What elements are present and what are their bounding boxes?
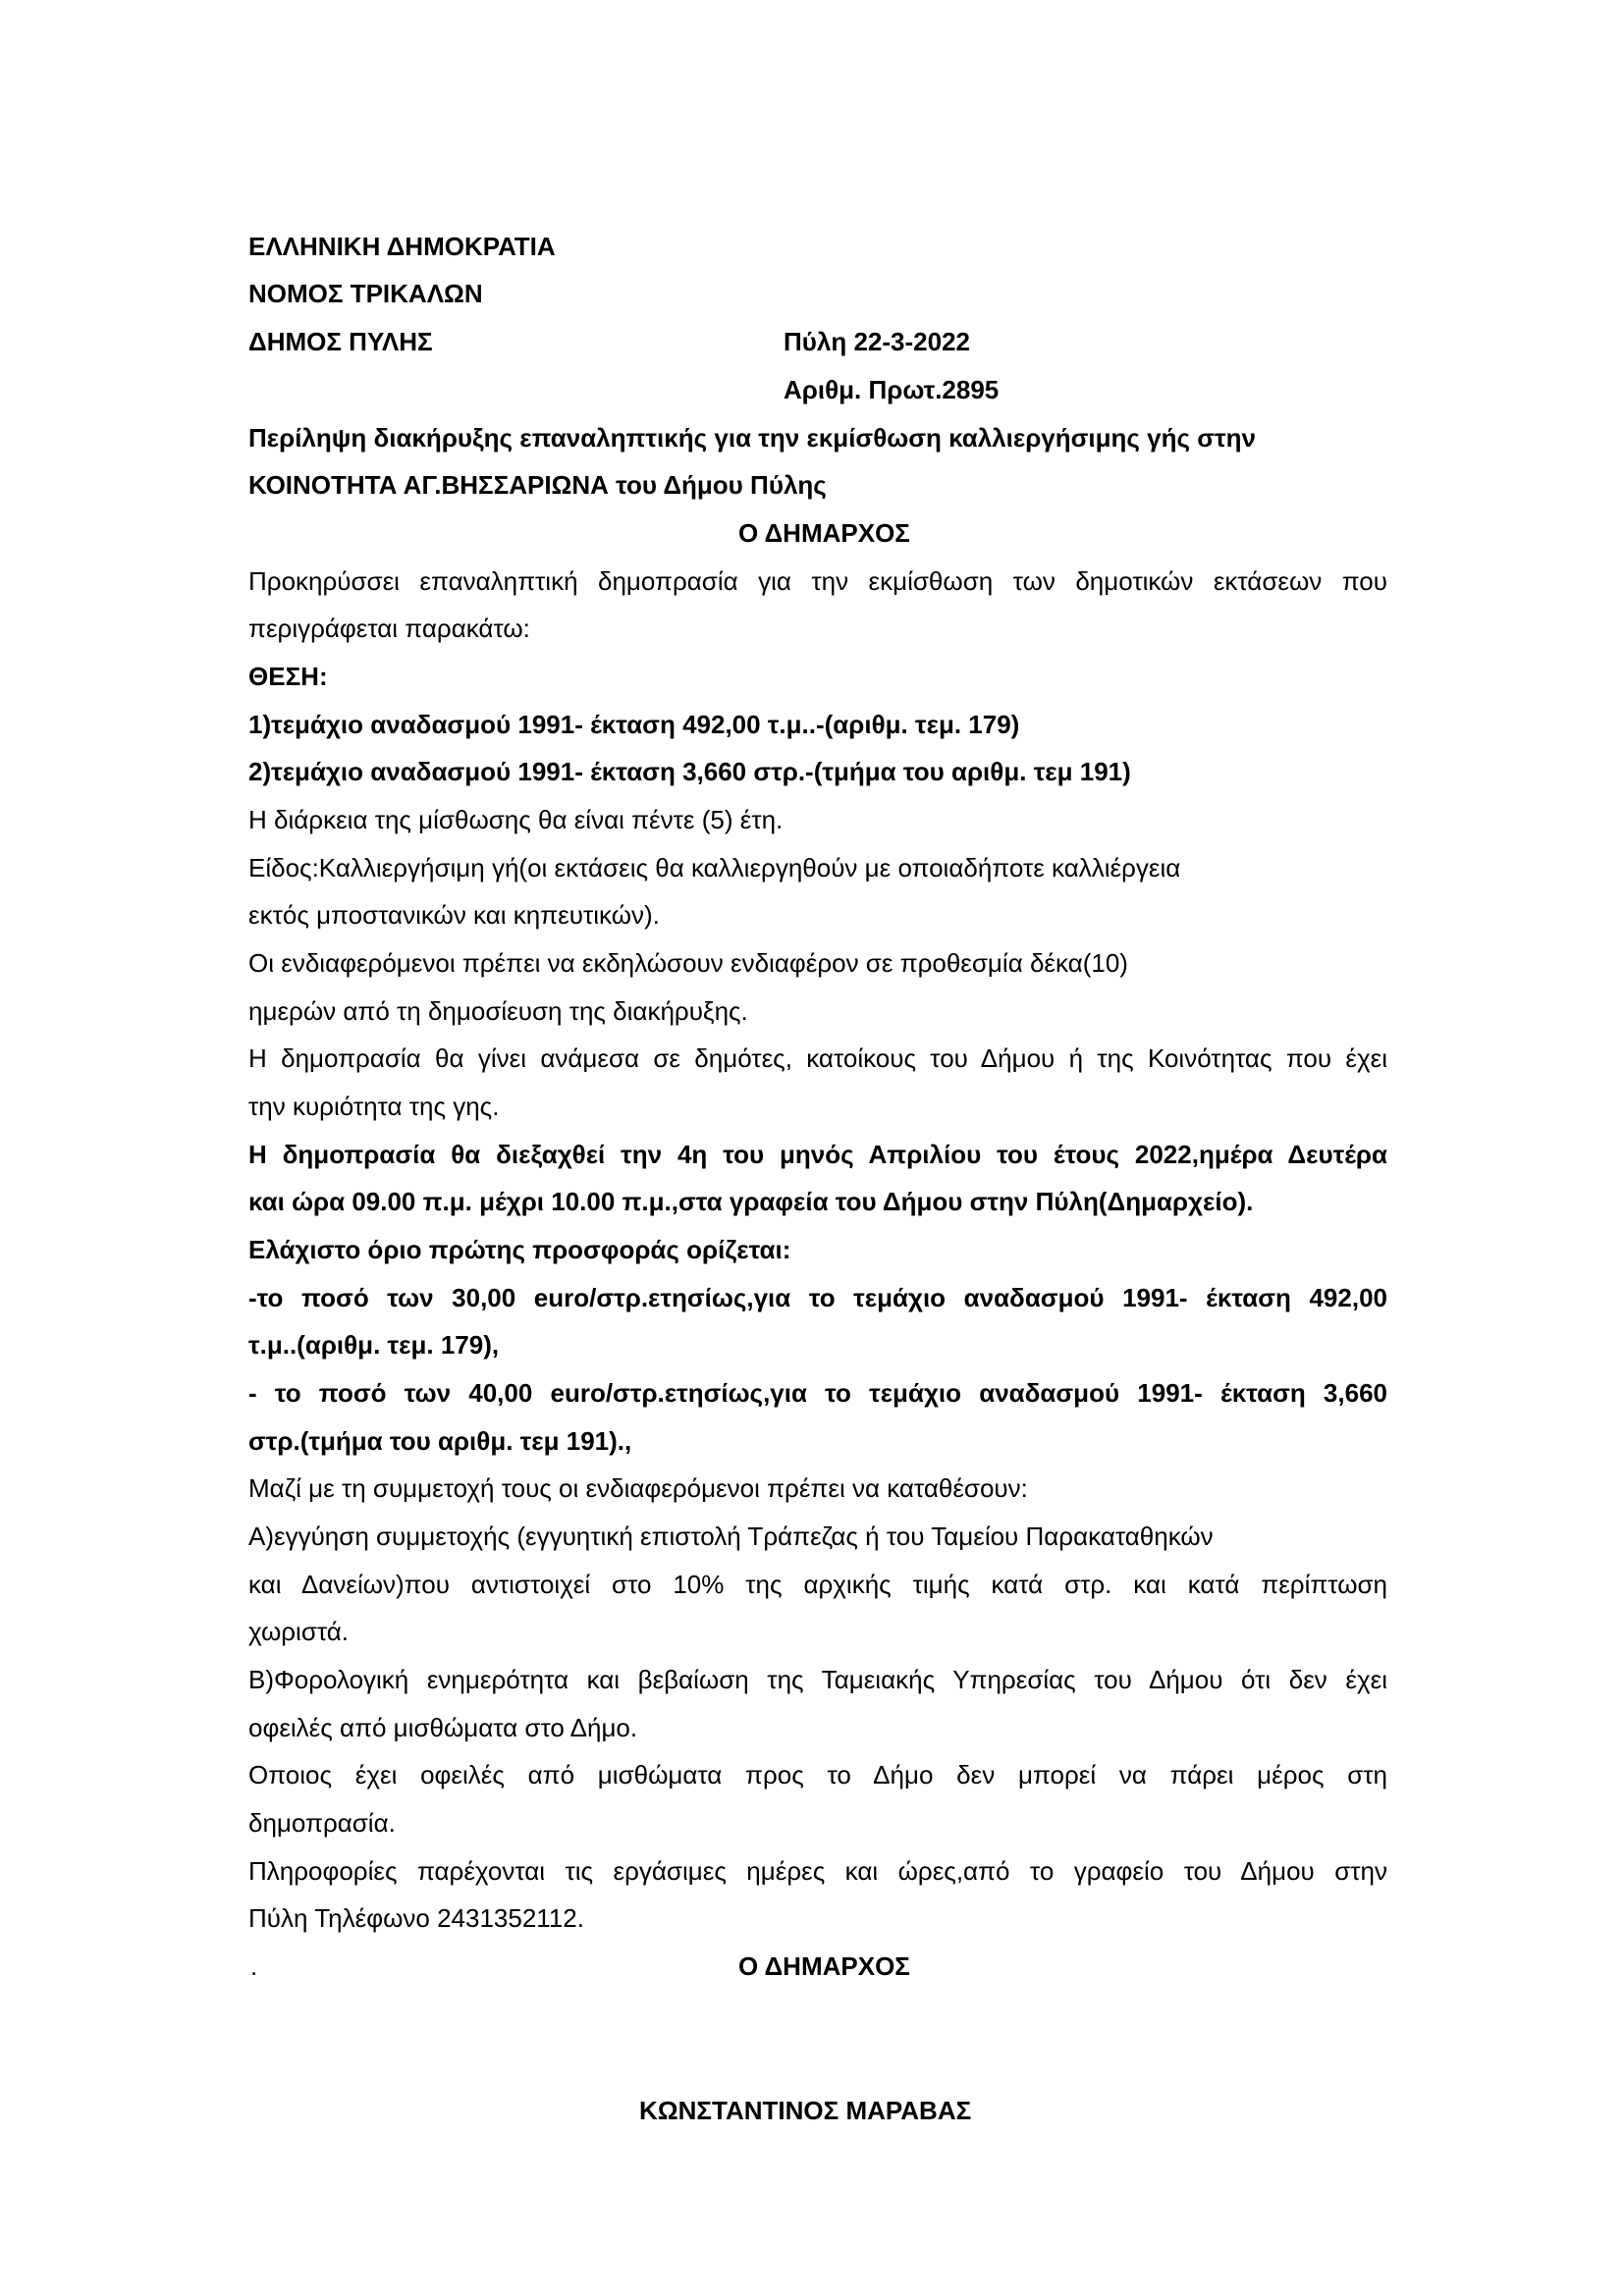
requirement-a-cont: χωριστά. — [248, 1617, 350, 1646]
auction-date-line1: Η δημοπρασία θα διεξαχθεί την 4η του μηνός Απριλίου του έτους 2022,ημέρα Δευτέρα — [248, 1140, 1387, 1169]
plot-item-2: 2)τεμάχιο αναδασμού 1991- έκταση 3,660 στρ.-(τμήμα του αριθμ. τεμ 191) — [248, 757, 1131, 786]
header-country: ΕΛΛΗΝΙΚΗ ΔΗΜΟΚΡΑΤΙΑ — [248, 232, 556, 261]
header-protocol-number: Αριθμ. Πρωτ.2895 — [784, 375, 1000, 404]
mayor-heading: Ο ΔΗΜΑΡΧΟΣ — [738, 518, 910, 548]
signature-dot: . — [250, 1951, 258, 1981]
body-paragraph-line: Η διάρκεια της μίσθωσης θα είναι πέντε (5) έτη. — [248, 805, 784, 834]
body-paragraph-line: την κυριότητα της γης. — [248, 1092, 500, 1121]
minimum-offer-item-1-cont: τ.μ..(αριθμ. τεμ. 179), — [248, 1330, 500, 1360]
signature-title: Ο ΔΗΜΑΡΧΟΣ — [738, 1951, 910, 1981]
minimum-offer-item-2-cont: στρ.(τμήμα του αριθμ. τεμ 191)., — [248, 1426, 632, 1456]
body-paragraph-line: Οποιος έχει οφειλές από μισθώματα προς το Δήμο δεν μπορεί να πάρει μέρος στη — [248, 1760, 1387, 1789]
position-heading: ΘΕΣΗ: — [248, 662, 328, 691]
header-date: Πύλη 22-3-2022 — [784, 327, 971, 356]
header-prefecture: ΝΟΜΟΣ ΤΡΙΚΑΛΩΝ — [248, 279, 483, 308]
body-paragraph-line: Είδος:Καλλιεργήσιμη γή(οι εκτάσεις θα καλλιεργηθούν με οποιαδήποτε καλλιέργεια — [248, 853, 1181, 882]
minimum-offer-heading: Ελάχιστο όριο πρώτης προσφοράς ορίζεται: — [248, 1235, 791, 1264]
plot-item-1: 1)τεμάχιο αναδασμού 1991- έκταση 492,00 τ.μ..-(αριθμ. τεμ. 179) — [248, 710, 1020, 739]
requirement-b-cont: οφειλές από μισθώματα στο Δήμο. — [248, 1713, 638, 1742]
document-title-line1: Περίληψη διακήρυξης επαναληπτικής για την εκμίσθωση καλλιεργήσιμης γής στην — [248, 423, 1256, 453]
header-municipality: ΔΗΜΟΣ ΠΥΛΗΣ — [248, 327, 433, 356]
contact-phone: Πύλη Τηλέφωνο 2431352112. — [248, 1903, 584, 1933]
body-paragraph-line: εκτός μποστανικών και κηπευτικών). — [248, 900, 660, 930]
body-paragraph-line: Μαζί με τη συμμετοχή τους οι ενδιαφερόμενοι πρέπει να καταθέσουν: — [248, 1473, 1028, 1503]
auction-date-line2: και ώρα 09.00 π.μ. μέχρι 10.00 π.μ.,στα γραφεία του Δήμου στην Πύλη(Δημαρχείο). — [248, 1187, 1254, 1216]
contact-info: Πληροφορίες παρέχονται τις εργάσιμες ημέρες και ώρες,από το γραφείο του Δήμου στην — [248, 1856, 1387, 1886]
body-paragraph-line: δημοπρασία. — [248, 1808, 396, 1838]
minimum-offer-item-1: -το ποσό των 30,00 euro/στρ.ετησίως,για το τεμάχιο αναδασμού 1991- έκταση 492,00 — [248, 1283, 1387, 1312]
requirement-a-cont: και Δανείων)που αντιστοιχεί στο 10% της αρχικής τιμής κατά στρ. και κατά περίπτωση — [248, 1570, 1387, 1599]
requirement-b: Β)Φορολογική ενημερότητα και βεβαίωση της Ταμειακής Υπηρεσίας του Δήμου ότι δεν έχει — [248, 1665, 1387, 1694]
minimum-offer-item-2: - το ποσό των 40,00 euro/στρ.ετησίως,για το τεμάχιο αναδασμού 1991- έκταση 3,660 — [248, 1378, 1387, 1408]
body-paragraph-line: Οι ενδιαφερόμενοι πρέπει να εκδηλώσουν ενδιαφέρον σε προθεσμία δέκα(10) — [248, 948, 1128, 978]
body-paragraph-line: ημερών από τη δημοσίευση της διακήρυξης. — [248, 996, 748, 1026]
body-paragraph-line: περιγράφεται παρακάτω: — [248, 614, 530, 643]
signature-name: ΚΩΝΣΤΑΝΤΙΝΟΣ ΜΑΡΑΒΑΣ — [639, 2096, 972, 2125]
body-paragraph-line: Προκηρύσσει επαναληπτική δημοπρασία για την εκμίσθωση των δημοτικών εκτάσεων που — [248, 566, 1387, 596]
requirement-a: Α)εγγύηση συμμετοχής (εγγυητική επιστολή Τράπεζας ή του Ταμείου Παρακαταθηκών — [248, 1522, 1214, 1551]
document-title-line2: ΚΟΙΝΟΤΗΤΑ ΑΓ.ΒΗΣΣΑΡΙΩΝΑ του Δήμου Πύλης — [248, 470, 827, 500]
body-paragraph-line: Η δημοπρασία θα γίνει ανάμεσα σε δημότες, κατοίκους του Δήμου ή της Κοινότητας που έχει — [248, 1043, 1387, 1073]
